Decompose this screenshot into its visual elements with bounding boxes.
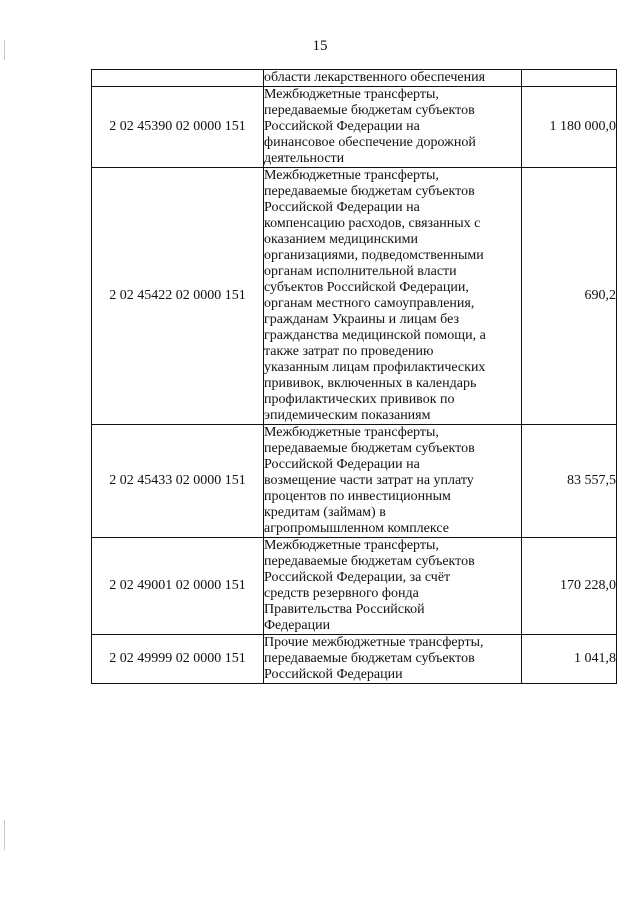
description-line: организациями, подведомственными [264,248,484,263]
description-cell [264,425,522,538]
description-line: средств резервного фонда [264,586,419,601]
description-cell [264,168,522,425]
description-line: Российской Федерации на [264,200,420,215]
amount-cell: 1 041,8 [522,635,617,684]
table-row [92,168,617,425]
description-line: эпидемическим показаниям [264,408,431,423]
amount-cell [522,70,617,87]
description-line: передаваемые бюджетам субъектов [264,184,475,199]
description-line: деятельности [264,151,345,166]
amount-cell: 83 557,5 [522,425,617,538]
description-line: передаваемые бюджетам субъектов [264,651,475,666]
description-line: органам исполнительной власти [264,264,457,279]
description-line: Федерации [264,618,331,633]
description-line: органам местного самоуправления, [264,296,475,311]
description-line: гражданства медицинской помощи, а [264,328,486,343]
budget-table [91,69,617,684]
description-line: компенсацию расходов, связанных с [264,216,481,231]
description-line: оказанием медицинскими [264,232,418,247]
description-line: области лекарственного обеспечения [264,70,486,85]
description-cell [264,87,522,168]
description-line: Межбюджетные трансферты, [264,168,439,183]
description-line: кредитам (займам) в [264,505,386,520]
budget-code-cell: 2 02 45390 02 0000 151 [92,87,264,168]
budget-code-cell: 2 02 49999 02 0000 151 [92,635,264,684]
description-line: агропромышленном комплексе [264,521,449,536]
scan-edge-mark [4,40,5,60]
description-line: процентов по инвестиционным [264,489,451,504]
description-line: Межбюджетные трансферты, [264,87,439,102]
amount-cell: 1 180 000,0 [522,87,617,168]
budget-code-cell: 2 02 49001 02 0000 151 [92,538,264,635]
description-line: гражданам Украины и лицам без [264,312,460,327]
description-line: Российской Федерации на [264,119,420,134]
table-row [92,538,617,635]
description-cell [264,538,522,635]
budget-code-cell: 2 02 45422 02 0000 151 [92,168,264,425]
scan-edge-mark [4,820,5,850]
description-line: Российской Федерации, за счёт [264,570,451,585]
amount-cell: 690,2 [522,168,617,425]
table-row [92,70,617,87]
description-line: прививок, включенных в календарь [264,376,477,391]
description-line: Прочие межбюджетные трансферты, [264,635,484,650]
description-line: указанным лицам профилактических [264,360,486,375]
description-line: профилактических прививок по [264,392,455,407]
budget-code-cell [92,70,264,87]
description-line: Межбюджетные трансферты, [264,538,439,553]
amount-cell: 170 228,0 [522,538,617,635]
description-cell [264,635,522,684]
description-line: Российской Федерации на [264,457,420,472]
description-line: также затрат по проведению [264,344,434,359]
table-row [92,87,617,168]
description-cell [264,70,522,87]
page-number: 15 [312,38,328,54]
description-line: финансовое обеспечение дорожной [264,135,476,150]
table-row [92,635,617,684]
budget-code-cell: 2 02 45433 02 0000 151 [92,425,264,538]
description-line: передаваемые бюджетам субъектов [264,554,475,569]
description-line: Правительства Российской [264,602,425,617]
table-row [92,425,617,538]
description-line: передаваемые бюджетам субъектов [264,103,475,118]
description-line: субъектов Российской Федерации, [264,280,469,295]
description-line: Российской Федерации [264,667,403,682]
description-line: Межбюджетные трансферты, [264,425,439,440]
description-line: передаваемые бюджетам субъектов [264,441,475,456]
description-line: возмещение части затрат на уплату [264,473,474,488]
